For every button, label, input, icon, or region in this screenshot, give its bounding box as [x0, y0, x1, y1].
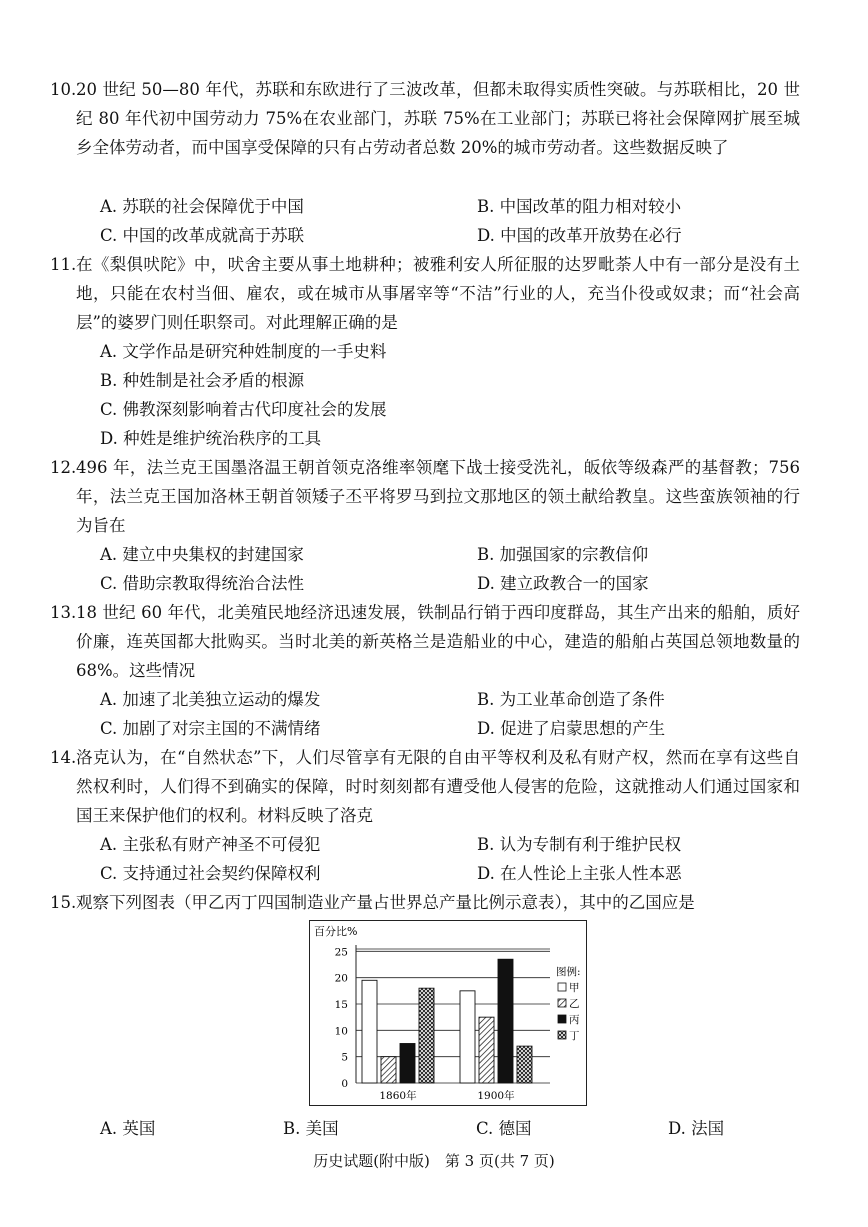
- question-stem: 洛克认为，在“自然状态”下，人们尽管享有无限的自由平等权利及私有财产权，然而在享有这些自然权利时，人们得不到确实的保障，时时刻刻都有遭受他人侵害的危险，这就推动人们通过国家和国王来保护他们的权利。材料反映了洛克: [76, 748, 800, 825]
- x-tick-label: 1860年: [379, 1090, 417, 1102]
- bar-丙: [400, 1044, 415, 1084]
- y-tick-label: 10: [334, 1025, 348, 1038]
- question-number: 12.: [50, 458, 77, 477]
- option-b[interactable]: B. 中国改革的阻力相对较小: [477, 197, 682, 216]
- option-c[interactable]: C. 支持通过社会契约保障权利: [100, 864, 321, 883]
- option-b[interactable]: B. 为工业革命创造了条件: [477, 690, 665, 709]
- option-c[interactable]: C. 加剧了对宗主国的不满情绪: [100, 719, 321, 738]
- question-number: 13.: [50, 603, 77, 622]
- y-axis-label: 百分比%: [314, 925, 358, 938]
- option-d[interactable]: D. 法国: [668, 1119, 725, 1138]
- legend-label: 丁: [569, 1030, 580, 1042]
- legend-label: 丙: [569, 1014, 580, 1026]
- option-c[interactable]: C. 佛教深刻影响着古代印度社会的发展: [100, 400, 387, 419]
- question-stem: 18 世纪 60 年代，北美殖民地经济迅速发展，铁制品行销于西印度群岛，其生产出来的船舶，质好价廉，连英国都大批购买。当时北美的新英格兰是造船业的中心，建造的船舶占英国总领地数量的 68%。这些情况: [76, 603, 800, 680]
- bar-丙: [498, 959, 513, 1083]
- legend-swatch-丁: [558, 1031, 566, 1039]
- option-c[interactable]: C. 德国: [476, 1119, 532, 1138]
- y-tick-label: 25: [334, 946, 348, 959]
- y-tick-label: 15: [334, 999, 348, 1011]
- question-number: 15.: [50, 893, 77, 912]
- option-b[interactable]: B. 种姓制是社会矛盾的根源: [100, 371, 305, 390]
- legend-swatch-甲: [558, 983, 566, 991]
- x-tick-label: 1900年: [477, 1090, 515, 1102]
- option-b[interactable]: B. 美国: [283, 1119, 339, 1138]
- question-number: 14.: [50, 748, 77, 767]
- option-a[interactable]: A. 苏联的社会保障优于中国: [100, 197, 304, 216]
- option-b[interactable]: B. 认为专制有利于维护民权: [477, 835, 682, 854]
- bar-丁: [419, 988, 434, 1083]
- option-d[interactable]: D. 种姓是维护统治秩序的工具: [100, 429, 322, 448]
- option-b[interactable]: B. 加强国家的宗教信仰: [477, 545, 649, 564]
- legend-title: 图例:: [556, 966, 581, 978]
- y-tick-label: 20: [334, 972, 348, 985]
- bar-乙: [381, 1057, 396, 1083]
- question-number: 11.: [50, 255, 77, 274]
- y-tick-label: 5: [341, 1051, 348, 1064]
- bar-乙: [479, 1017, 494, 1083]
- option-d[interactable]: D. 在人性论上主张人性本恶: [477, 864, 682, 883]
- y-tick-label: 0: [341, 1078, 348, 1090]
- legend-swatch-乙: [558, 999, 566, 1007]
- legend-label: 乙: [569, 998, 580, 1010]
- option-a[interactable]: A. 文学作品是研究种姓制度的一手史料: [100, 342, 387, 361]
- bar-chart-svg: [310, 921, 586, 1105]
- option-c[interactable]: C. 借助宗教取得统治合法性: [100, 574, 305, 593]
- question-number: 10.: [50, 80, 77, 99]
- question-stem: 在《梨俱吠陀》中，吠舍主要从事土地耕种；被雅利安人所征服的达罗毗荼人中有一部分是没有土地，只能在农村当佃、雇农，或在城市从事屠宰等“不洁”行业的人，充当仆役或奴隶；而“社会高层”的婆罗门则任职祭司。对此理解正确的是: [76, 255, 800, 332]
- option-d[interactable]: D. 促进了启蒙思想的产生: [477, 719, 666, 738]
- bar-chart: [309, 920, 587, 1106]
- option-a[interactable]: A. 加速了北美独立运动的爆发: [100, 690, 321, 709]
- page-footer: 历史试题(附中版) 第 3 页(共 7 页): [313, 1152, 555, 1170]
- legend-swatch-丙: [558, 1015, 566, 1023]
- question-stem: 496 年，法兰克王国墨洛温王朝首领克洛维率领麾下战士接受洗礼，皈依等级森严的基督教；756 年，法兰克王国加洛林王朝首领矮子丕平将罗马到拉文那地区的领土献给教皇。这些蛮族领袖的行为旨在: [76, 458, 800, 535]
- option-a[interactable]: A. 建立中央集权的封建国家: [100, 545, 304, 564]
- bar-甲: [362, 980, 377, 1083]
- option-a[interactable]: A. 主张私有财产神圣不可侵犯: [100, 835, 321, 854]
- option-d[interactable]: D. 建立政教合一的国家: [477, 574, 649, 593]
- legend-label: 甲: [569, 982, 580, 994]
- question-stem: 观察下列图表（甲乙丙丁四国制造业产量占世界总产量比例示意表），其中的乙国应是: [76, 893, 695, 912]
- question-stem: 20 世纪 50—80 年代，苏联和东欧进行了三波改革，但都未取得实质性突破。与苏联相比，20 世纪 80 年代初中国劳动力 75%在农业部门，苏联 75%在工业部门；苏联已将社会保障网扩展至城乡全体劳动者，而中国享受保障的只有占劳动者总数 20%的城市劳动者。这些数据反映了: [76, 80, 800, 157]
- bar-丁: [517, 1046, 532, 1083]
- option-c[interactable]: C. 中国的改革成就高于苏联: [100, 226, 305, 245]
- option-d[interactable]: D. 中国的改革开放势在必行: [477, 226, 682, 245]
- option-a[interactable]: A. 英国: [100, 1119, 156, 1138]
- bar-甲: [460, 991, 475, 1083]
